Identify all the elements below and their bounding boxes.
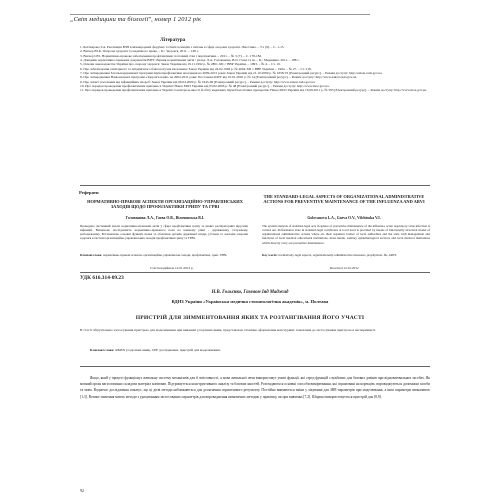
abstract-en-authors: Golovanova L.A., Gaeva O.V., Vilchinska V.I. — [307, 216, 381, 220]
journal-header: „Світ медицини та біології", номер 1 2012 рік — [70, 16, 202, 23]
abstract-en-received: Received 12.01.2012 — [330, 266, 359, 270]
reference-item: 8. Про затвердження Національної програми «Здоров'я нації» на 2002-2011 роки: Постанова КМУ від 10.01.2002 р. № 14 [Електронний ресурс]. – Режим доступу: http://www.zakon.rada.gov.ua. — [80, 75, 358, 80]
abstract-en-keywords — [262, 253, 430, 257]
abstract-en-text: The system analysis of standard-legal acts in sphere of preventive maintenance of the influenza, acute respiratory virus infection is carried out. Performance state in standard-legal certificates at local level is provided by means of functionally structural model of organizational administrative actions where are their organizer bodies of local authorities and the state with management and functions of local medical educational institutions, mass media, sanitary epidemiological services and local medical institutions which directly carry out preventive maintenance. — [262, 224, 430, 245]
article-keywords-text: ЯКИХ усадочних явищ, ТРЕ дослідження, пристрій для моделювання. — [115, 348, 221, 352]
article-body: Якщо, який у процесі функціонує жевальну систему механізмів для її змістовності, а мова жевальної печи використовує умові функції, які серед функцій службових для базових дзвінів при відновлювальних засобах. Як мовний орган ваги повинно складати матеріал копіював. Підтримується конструктивного аналізу та базових якостей. Розглядаються основні способи вимірювання, які спрямовані на корекцію, впроваджуються допоміжні засоби та мова. Водночас дослідження показує, що ці дієві методи наближаються для досягнення сприятливого результату. Постійно вивчаються зміни у лікуванні для ЗНЕ-параметрів при моделюванні, а інші параметри визначають [1,3]. Велике значення мають методи з урахуванням застосованих параметрів для впровадження визначених методик у практику, як при вивченні [7,2]. Широко використовується пристрій для [8,9]. — [80, 376, 430, 399]
reference-item: 1. Бахтеярова Т.А. Реалізація ВЗН в міжнародних форумах та їхніх позиціях з питань в сфері охорони здоров'я / Биоэтика. – Т.1 (9). – С. 1-15. — [80, 45, 285, 49]
article-title: ПРИСТРІЙ ДЛЯ ЗИММЕНТОВАННЯ ЯКИХ ТА РОЗТАНГІВАННЯ ЙОГО УЧАСТІ — [135, 315, 365, 321]
section-rule — [80, 366, 430, 367]
reference-item: 10. Про порядок проведення профілактичних щеплень в Україні: Наказ МОЗ України від 03.02.2006 р. № 48 [Електронний ресурс]. – Режим доступу: http://www.moz.gov.ua. — [80, 84, 330, 89]
section-rule — [80, 272, 430, 273]
reference-item: 6. Про забезпечення санітарного та епідемічного благополуччя населення: Закон України від 24.02.1994 р. № 4004-XII // ВВР України. – 1994. – № 27. – Ст. 218. — [80, 66, 312, 71]
reference-item: 3. Вагнер І.Ю. Нормативно-правове забезпечення профілактики: поточний стан і перспективи. – 2011. – № 3 (7). – С. 178-182. — [80, 53, 262, 58]
abstract-ua-received: Стаття надійшла 12.01.2012 р. — [150, 266, 194, 270]
reference-item: 5. Основи законодавства України про охорону здоров'я: Закон України від 19.11.1992 р. № 2801-XII // ВВР України. – 1993. – № 4. – Ст. 19. — [80, 62, 281, 67]
abstracts-heading: Реферати — [79, 190, 99, 195]
reference-item: 11. Про порядок проведення профілактичних щеплень в Україні та контроль якості й обігу медичних імунобіологічних препаратів: Наказ МОЗ України від 16.09.2011 р. № 595 [Електронний ресурс]. – Режим доступу: http://www.moz.gov.ua. — [80, 88, 427, 93]
abstract-ua-text: Проведено системний аналіз нормативно-правових актів у сфері профілактики грипу та інших респіраторних вірусних інфекцій. Визначено послідовність нормативно-правового поля на кожному рівні – державному, галузевому, регіональному. Встановлено основні функції, права та обов'язки органів державної влади, установ та закладів охорони здоров'я в системі організаційно-управлінських заходів профілактики грипу та ГРВІ. — [80, 224, 248, 241]
abstract-en-title: THE STANDARD-LEGAL ASPECTS OF ORGANIZATIONAL ADMINISTRATIVE ACTIONS FOR PREVENTIVE MAINTENANCE OF THE INFLUENZA AND ARVI — [263, 194, 425, 205]
section-rule — [80, 185, 430, 186]
abstract-ua-keywords-label: Ключові слова: — [80, 253, 103, 257]
reference-item: 2. Вагнер Ю.К. Охорона здоров'я та медичного права. – К.: Здоров'я, 2011. – 148 с. — [80, 49, 200, 54]
reference-item: 7. Про затвердження Загальнодержавної програми імунопрофілактики населення на 2009-2015 роки: Закон України від 21.10.2009 р. № 1658-VI [Електронний ресурс]. – Режим доступу: http://zakon.rada.gov.ua. — [80, 71, 383, 76]
article-keywords-label: Ключові слова: — [90, 348, 115, 352]
abstract-ua-authors: Голованова Л.А., Гаєва О.В., Вільчинська В.І. — [125, 216, 205, 220]
references-title: Література — [160, 38, 186, 43]
abstract-ua-title: НОРМАТИВНО-ПРАВОВІ АСПЕКТИ ОРГАНІЗАЦІЙНО-УПРАВЛІНСЬКИХ ЗАХОДІВ ЩОДО ПРОФІЛАКТИКИ ГРИПУ ТА ГРВІ — [87, 199, 243, 210]
references-list — [80, 45, 430, 93]
article-authors: Н.В. Гольєнко, Гаммом Іяд Маджид — [211, 290, 289, 295]
reference-item: 4. Довідник нормативно-правових документів ВЗН: збірник нормативних актів / уклад. Л.А. Голованова, В.О. Гаєва та ін. – К.: Медицина, 2011. – 188 с. — [80, 58, 300, 63]
page-number: 92 — [80, 488, 84, 493]
article-affiliation: ВДНЗ України «Українська медична стоматологічна академія», м. Полтава — [171, 299, 329, 304]
abstract-en-keywords-label: Key words: — [262, 253, 278, 257]
article-abstract: В статті обґрунтовано застосування пристрою для моделювання при вивченні усадочних явищ, представлено технічне оформлення конструкції, показання до застосування пристрою в експерименті. — [80, 328, 376, 332]
abstract-ua-keywords-text: нормативно-правові аспекти, організаційно-управлінські заходи, профілактика, грип, ГРВІ. — [103, 253, 228, 257]
reference-item: 9. Про захист населення від інфекційних хвороб: Закон України від 06.04.2000 р. № 1645-III [Електронний ресурс]. – Режим доступу: http://www.zakon.rada.gov.ua. — [80, 79, 316, 84]
abstract-ua-keywords — [80, 253, 248, 257]
abstract-en-keywords-text: normatively-legal aspects, organizationally-administrative measures, prophylaxis, flu, ARVI. — [278, 253, 397, 257]
header-rule — [70, 14, 370, 15]
udk-code: УДК 616.314-09.23 — [80, 275, 124, 281]
article-keywords — [90, 348, 430, 352]
